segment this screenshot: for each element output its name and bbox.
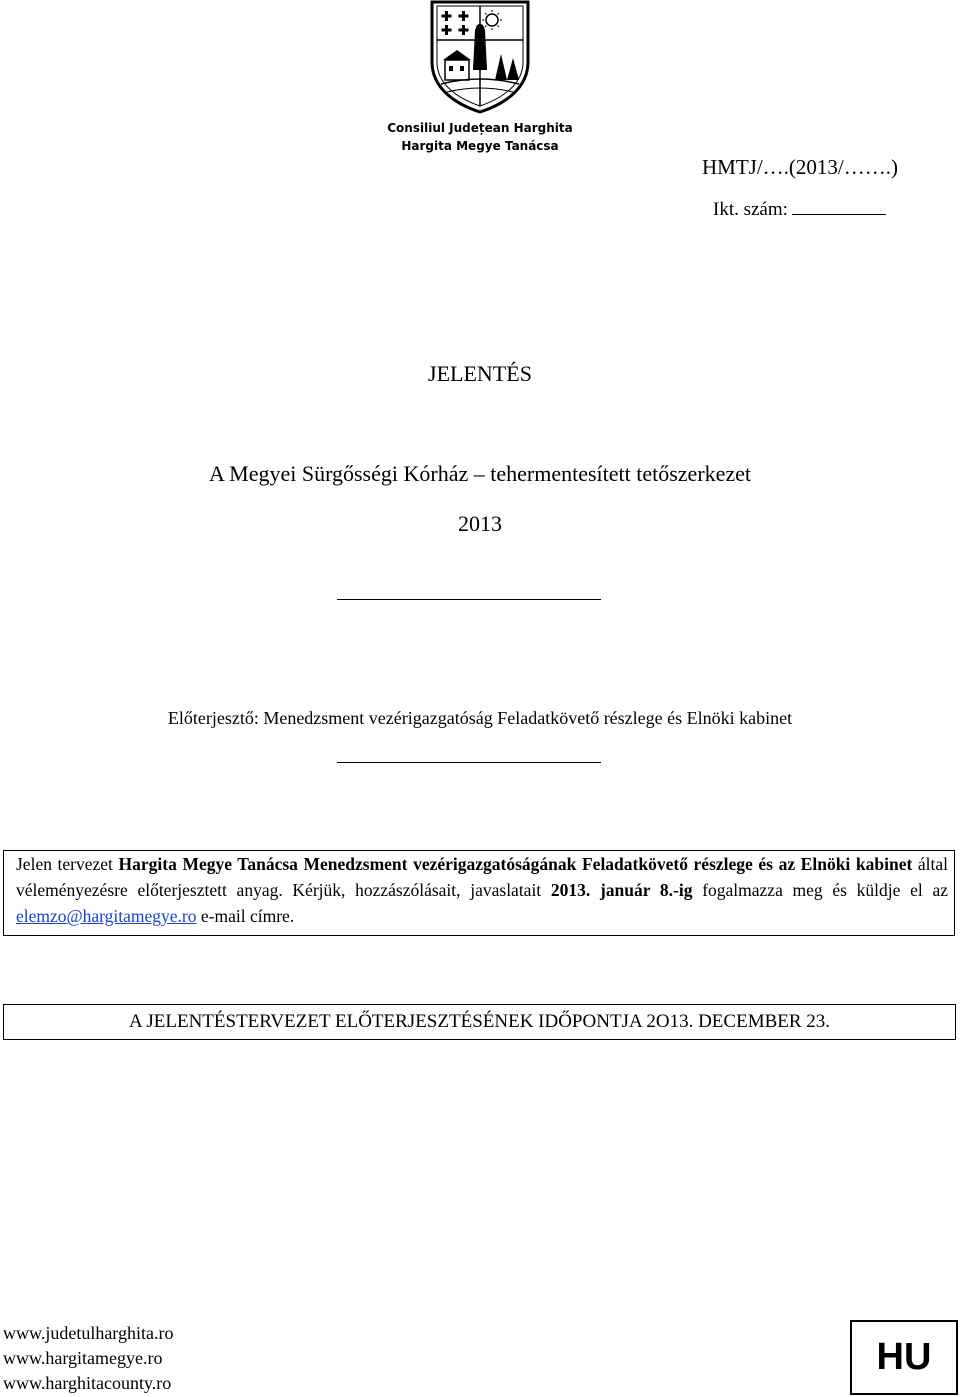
footer-url: www.harghitacounty.ro	[3, 1373, 172, 1393]
language-badge: HU	[850, 1320, 958, 1395]
deadline-box	[3, 1004, 956, 1040]
deadline-text: A JELENTÉSTERVEZET ELŐTERJESZTÉSÉNEK IDŐPONTJA 2O13. DECEMBER 23.	[128, 1011, 831, 1032]
footer-url: www.judetulharghita.ro	[3, 1323, 174, 1343]
notice-text-part: e-mail címre.	[196, 906, 295, 926]
divider	[337, 599, 601, 600]
presenter-line: Előterjesztő: Menedzsment vezérigazgatóság Feladatkövető részlege és Elnöki kabinet	[167, 708, 793, 728]
email-link[interactable]: elemzo@hargitamegye.ro	[16, 906, 197, 926]
notice-bold-part: Hargita Megye Tanácsa Menedzsment vezérigazgatóságának Feladatkövető részlege és az Elnöki kabinet	[118, 854, 913, 874]
registration-number	[713, 196, 886, 222]
notice-text-part: fogalmazza meg és küldje el az	[692, 880, 948, 900]
reference-number: HMTJ/….(2013/…….)	[702, 155, 898, 179]
coat-of-arms-icon	[427, 0, 533, 114]
org-name-hungarian: Hargita Megye Tanácsa	[401, 139, 559, 153]
document-year: 2013	[458, 511, 502, 536]
document-subtitle: A Megyei Sürgősségi Kórház – tehermentesített tetőszerkezet	[208, 461, 752, 486]
notice-text	[16, 851, 948, 929]
registration-number-label: Ikt. szám:	[713, 199, 788, 220]
org-name-romanian: Consiliul Județean Harghita	[387, 121, 573, 135]
divider	[337, 762, 601, 763]
notice-box	[3, 850, 955, 936]
notice-text-part: által véleményezésre előterjesztett anyag. Kérjük, hozzászólásait, javaslatait	[16, 854, 949, 900]
document-title: JELENTÉS	[428, 361, 532, 386]
notice-deadline-date: 2013. január 8.-ig	[550, 880, 693, 900]
registration-number-blank	[792, 196, 886, 215]
footer-url: www.hargitamegye.ro	[3, 1348, 163, 1368]
notice-text-part: Jelen tervezet	[16, 854, 119, 874]
